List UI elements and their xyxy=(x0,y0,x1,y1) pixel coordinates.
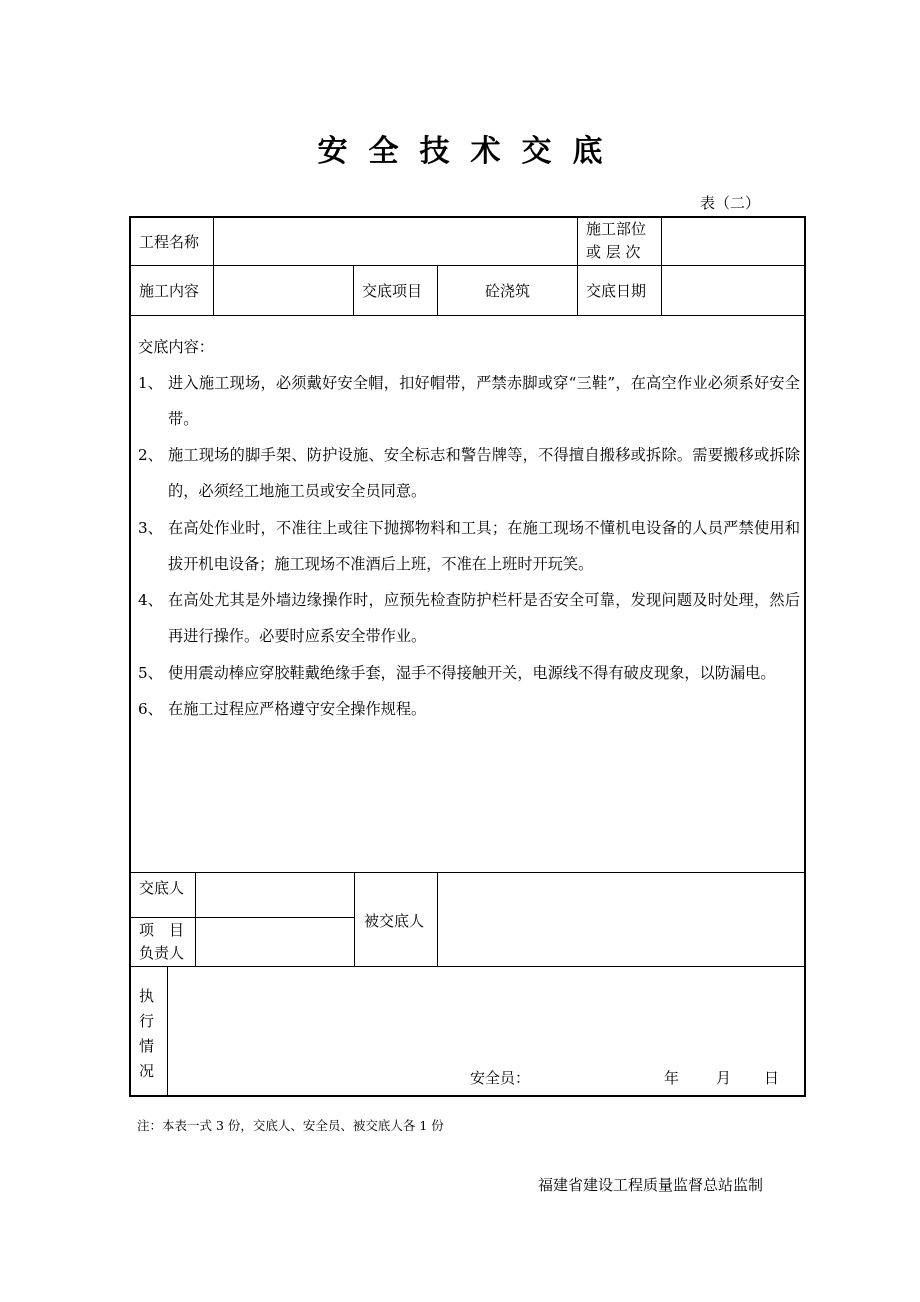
col-divider xyxy=(661,217,662,315)
sign-month: 月 xyxy=(716,1068,732,1087)
col-divider xyxy=(167,966,168,1096)
project-manager-label xyxy=(139,918,184,966)
content-value[interactable] xyxy=(220,265,346,315)
content-label: 施工内容 xyxy=(139,281,200,300)
disclosure-item xyxy=(138,365,800,437)
pm-label-line1: 项 目 xyxy=(139,921,185,939)
safety-officer-label: 安全员： xyxy=(470,1068,531,1087)
item-number: 3、 xyxy=(138,519,163,537)
item-text: 进入施工现场，必须戴好安全帽，扣好帽带，严禁赤脚或穿“三鞋”，在高空作业必须系好安全带。 xyxy=(168,374,800,428)
section-label-line2: 或 层 次 xyxy=(586,243,641,261)
pm-label-line2: 负责人 xyxy=(139,944,185,962)
col-divider xyxy=(353,265,354,315)
item-number: 1、 xyxy=(138,374,163,392)
disclosure-item xyxy=(138,437,800,509)
issuer-footer: 福建省建设工程质量监督总站监制 xyxy=(538,1176,764,1194)
item-value[interactable]: 砼浇筑 xyxy=(484,281,530,300)
discloser-label: 交底人 xyxy=(139,878,185,897)
document-title: 安全技术交底 xyxy=(317,134,624,169)
item-text: 在施工过程应严格遵守安全操作规程。 xyxy=(168,700,427,718)
section-value[interactable] xyxy=(668,217,798,265)
date-label: 交底日期 xyxy=(586,281,647,300)
execution-char: 情 xyxy=(139,1037,155,1055)
date-value[interactable] xyxy=(668,265,798,315)
sign-day: 日 xyxy=(764,1068,780,1087)
col-divider xyxy=(437,872,438,966)
item-text: 使用震动棒应穿胶鞋戴绝缘手套，湿手不得接触开关，电源线不得有破皮现象，以防漏电。 xyxy=(168,664,776,682)
execution-content[interactable] xyxy=(169,967,803,1062)
project-name-label: 工程名称 xyxy=(139,232,200,251)
col-divider xyxy=(354,872,355,966)
item-text: 施工现场的脚手架、防护设施、安全标志和警告牌等，不得擅自搬移或拆除。需要搬移或拆除的，必须经工地施工员或安全员同意。 xyxy=(168,446,800,500)
table-number: 表（二） xyxy=(700,194,761,212)
col-divider xyxy=(577,217,578,315)
item-number: 5、 xyxy=(138,664,163,682)
item-number: 6、 xyxy=(138,700,163,718)
discloser-signature[interactable] xyxy=(197,873,353,917)
project-name-value[interactable] xyxy=(220,217,570,265)
col-divider xyxy=(213,217,214,315)
execution-char: 执 xyxy=(139,987,155,1005)
item-number: 4、 xyxy=(138,591,163,609)
item-text: 在高处尤其是外墙边缘操作时，应预先检查防护栏杆是否安全可靠，发现问题及时处理，然后再进行操作。必要时应系安全带作业。 xyxy=(168,591,800,645)
sign-year: 年 xyxy=(664,1068,680,1087)
execution-label xyxy=(139,984,159,1084)
item-label: 交底项目 xyxy=(362,281,423,300)
item-text: 在高处作业时，不准往上或往下抛掷物料和工具；在施工现场不懂机电设备的人员严禁使用和拔开机电设备；施工现场不准酒后上班，不准在上班时开玩笑。 xyxy=(168,519,800,573)
disclosure-item xyxy=(138,510,800,582)
receiver-label: 被交底人 xyxy=(364,911,425,930)
receiver-signature[interactable] xyxy=(439,873,803,966)
section-label-line1: 施工部位 xyxy=(586,220,647,238)
footnote: 注：本表一式 3 份，交底人、安全员、被交底人各 1 份 xyxy=(137,1118,444,1133)
col-divider xyxy=(195,872,196,966)
execution-char: 行 xyxy=(139,1012,155,1030)
disclosure-heading: 交底内容： xyxy=(138,338,214,356)
disclosure-item xyxy=(138,655,800,691)
section-label xyxy=(586,217,646,265)
disclosure-item xyxy=(138,691,800,727)
item-number: 2、 xyxy=(138,446,163,464)
row-divider xyxy=(130,315,805,316)
disclosure-item xyxy=(138,582,800,654)
project-manager-signature[interactable] xyxy=(197,918,353,966)
execution-char: 况 xyxy=(139,1062,155,1080)
